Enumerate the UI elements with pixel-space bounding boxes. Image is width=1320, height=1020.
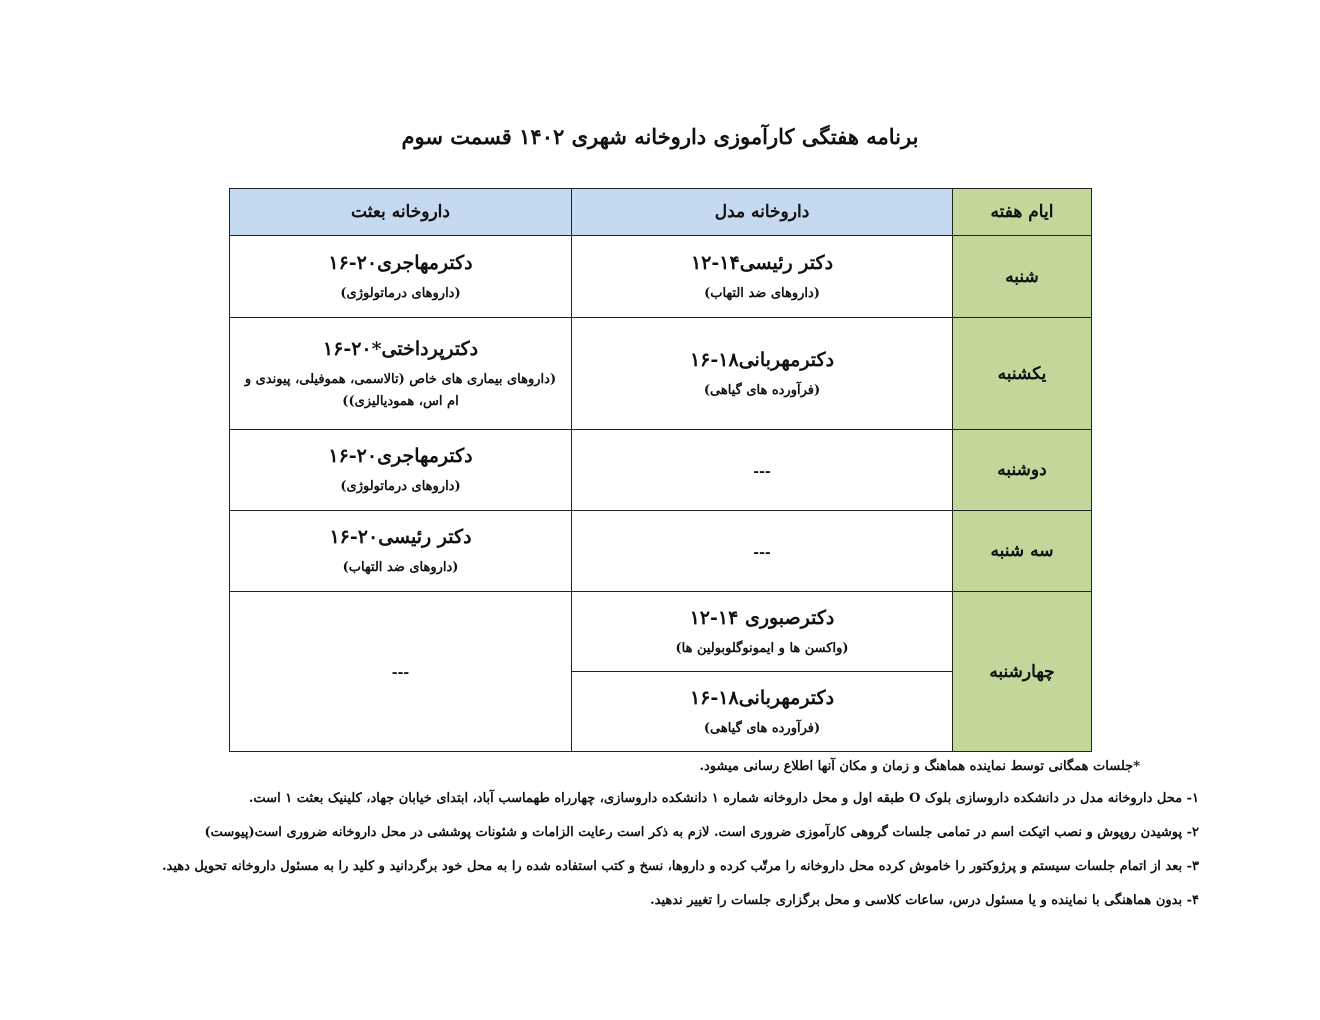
topic-text: (فرآورده های گیاهی) [703, 720, 821, 736]
model-cell [572, 511, 953, 592]
instructor-name: دکترصبوری ۱۴-۱۲ [689, 606, 835, 629]
note-item: ۲- پوشیدن روپوش و نصب اتیکت اسم در تمامی جلسات گروهی کارآموزی ضروری است. لازم به ذکر است رعایت الزامات و شئونات پوششی در محل داروخانه ضروری است(پیوست) [204, 825, 1199, 840]
model-cell [572, 672, 953, 752]
table-row [230, 236, 1092, 318]
note-item: ۱- محل داروخانه مدل در دانشکده داروسازی بلوک O طبقه اول و محل داروخانه شماره ۱ دانشکده داروسازی، چهارراه طهماسب آباد، ابتدای خیابان جهاد، کلینیک بعثت ۱ است. [248, 791, 1199, 806]
instructor-name: دکتر رئیسی۲۰-۱۶ [329, 526, 472, 548]
table-row [230, 511, 1092, 592]
instructor-name: دکترپرداختی*۲۰-۱۶ [322, 337, 479, 360]
table-row [230, 430, 1092, 511]
model-cell [572, 430, 953, 511]
instructor-name: دکتر رئیسی۱۴-۱۲ [690, 251, 834, 274]
header-besat-pharmacy: داروخانه بعثت [230, 189, 572, 236]
topic-text: (فرآورده های گیاهی) [703, 382, 821, 398]
empty-slot: --- [753, 544, 771, 561]
table-row [230, 318, 1092, 430]
empty-slot: --- [753, 463, 771, 480]
instructor-name: دکترمهربانی۱۸-۱۶ [689, 686, 835, 709]
notes-list [119, 788, 1199, 924]
model-cell [572, 592, 953, 672]
schedule-table [229, 188, 1092, 752]
note-item: ۳- بعد از اتمام جلسات سیستم و پرژوکتور را خاموش کرده محل داروخانه را مرتّب کرده و داروها، نسخ و کتب استفاده شده را به محل خود برگردانید و کلید را به مسئول داروخانه تحویل دهید. [161, 859, 1199, 874]
topic-text: (داروهای درماتولوژی) [340, 479, 461, 494]
footnote: *جلسات همگانی توسط نماینده هماهنگ و زمان و مکان آنها اطلاع رسانی میشود. [699, 759, 1140, 774]
day-cell: یکشنبه [953, 318, 1092, 430]
table-header-row [230, 189, 1092, 236]
page-title: برنامه هفتگی کارآموزی داروخانه شهری ۱۴۰۲ قسمت سوم [401, 124, 919, 149]
topic-text: (واکسن ها و ایمونوگلوبولین ها) [675, 640, 849, 656]
besat-cell [230, 318, 572, 430]
header-model-pharmacy: داروخانه مدل [572, 189, 953, 236]
empty-slot: --- [391, 665, 410, 681]
table-row [230, 592, 1092, 672]
day-cell: شنبه [953, 236, 1092, 318]
topic-text: (داروهای بیماری های خاص (تالاسمی، هموفیلی، پیوندی و ام اس، همودیالیزی)) [244, 371, 557, 409]
besat-cell [230, 430, 572, 511]
note-item: ۴- بدون هماهنگی با نماینده و یا مسئول درس، ساعات کلاسی و محل برگزاری جلسات را تغییر ندهید. [650, 893, 1199, 908]
day-cell: چهارشنبه [953, 592, 1092, 752]
instructor-name: دکترمهاجری۲۰-۱۶ [328, 445, 473, 467]
instructor-name: دکترمهاجری۲۰-۱۶ [328, 251, 473, 274]
besat-cell [230, 592, 572, 752]
model-cell [572, 236, 953, 318]
day-cell: دوشنبه [953, 430, 1092, 511]
topic-text: (داروهای ضد التهاب) [342, 560, 459, 575]
besat-cell [230, 236, 572, 318]
instructor-name: دکترمهربانی۱۸-۱۶ [689, 348, 835, 371]
besat-cell [230, 511, 572, 592]
topic-text: (داروهای درماتولوژی) [340, 285, 461, 301]
header-days: ایام هفته [953, 189, 1092, 236]
model-cell [572, 318, 953, 430]
topic-text: (داروهای ضد التهاب) [704, 285, 820, 301]
day-cell: سه شنبه [953, 511, 1092, 592]
